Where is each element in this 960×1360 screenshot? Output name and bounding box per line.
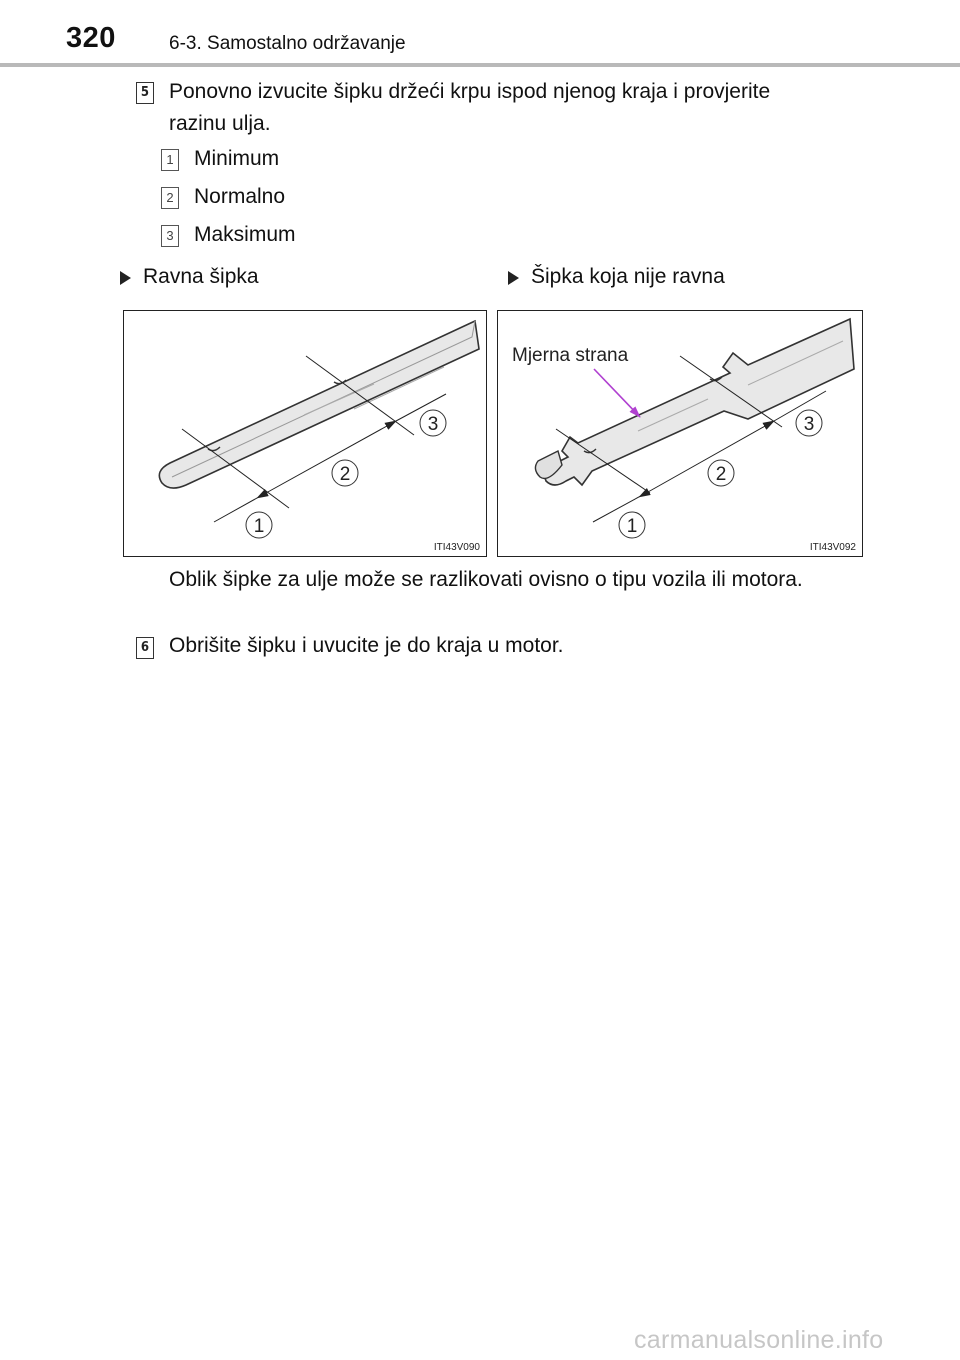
callout-1 — [619, 512, 645, 538]
watermark: carmanualsonline.info — [634, 1326, 884, 1354]
level-number-3: 3 — [161, 225, 179, 247]
callout-2 — [332, 460, 358, 486]
dipstick-shape-note: Oblik šipke za ulje može se razlikovati ovisno o tipu vozila ili motora. — [169, 568, 803, 591]
step-6-text: Obrišite šipku i uvucite je do kraja u motor. — [169, 634, 564, 657]
level-label-minimum: Minimum — [194, 147, 280, 170]
step-number-6: 6 — [136, 637, 154, 659]
callout-2 — [708, 460, 734, 486]
svg-text:3: 3 — [427, 414, 439, 435]
svg-text:2: 2 — [715, 464, 727, 485]
step-number-5: 5 — [136, 82, 154, 104]
callout-3 — [796, 410, 822, 436]
caption-arrow-icon — [508, 271, 519, 285]
svg-text:1: 1 — [626, 516, 638, 537]
measuring-side-label: Mjerna strana — [512, 345, 629, 366]
caption-arrow-icon — [120, 271, 131, 285]
step-5-text-line2: razinu ulja. — [169, 112, 271, 135]
svg-text:1: 1 — [253, 516, 265, 537]
figure-code: ITI43V090 — [433, 542, 480, 553]
level-number-1: 1 — [161, 149, 179, 171]
callout-1 — [246, 512, 272, 538]
page-number: 320 — [66, 22, 116, 54]
figure-bent-dipstick — [497, 310, 863, 557]
svg-text:3: 3 — [803, 414, 815, 435]
figure-caption-straight: Ravna šipka — [143, 265, 259, 288]
page-header — [0, 0, 960, 68]
step-5-text-line1: Ponovno izvucite šipku držeći krpu ispod njenog kraja i provjerite — [169, 80, 771, 103]
level-number-2: 2 — [161, 187, 179, 209]
level-label-maximum: Maksimum — [194, 223, 296, 246]
svg-text:2: 2 — [339, 464, 351, 485]
callout-3 — [420, 410, 446, 436]
header-rule — [0, 63, 960, 67]
section-title: 6-3. Samostalno održavanje — [169, 33, 406, 54]
figure-caption-bent: Šipka koja nije ravna — [531, 265, 725, 288]
level-label-normal: Normalno — [194, 185, 286, 208]
figure-straight-dipstick — [123, 310, 487, 557]
figure-code: ITI43V092 — [809, 542, 856, 553]
